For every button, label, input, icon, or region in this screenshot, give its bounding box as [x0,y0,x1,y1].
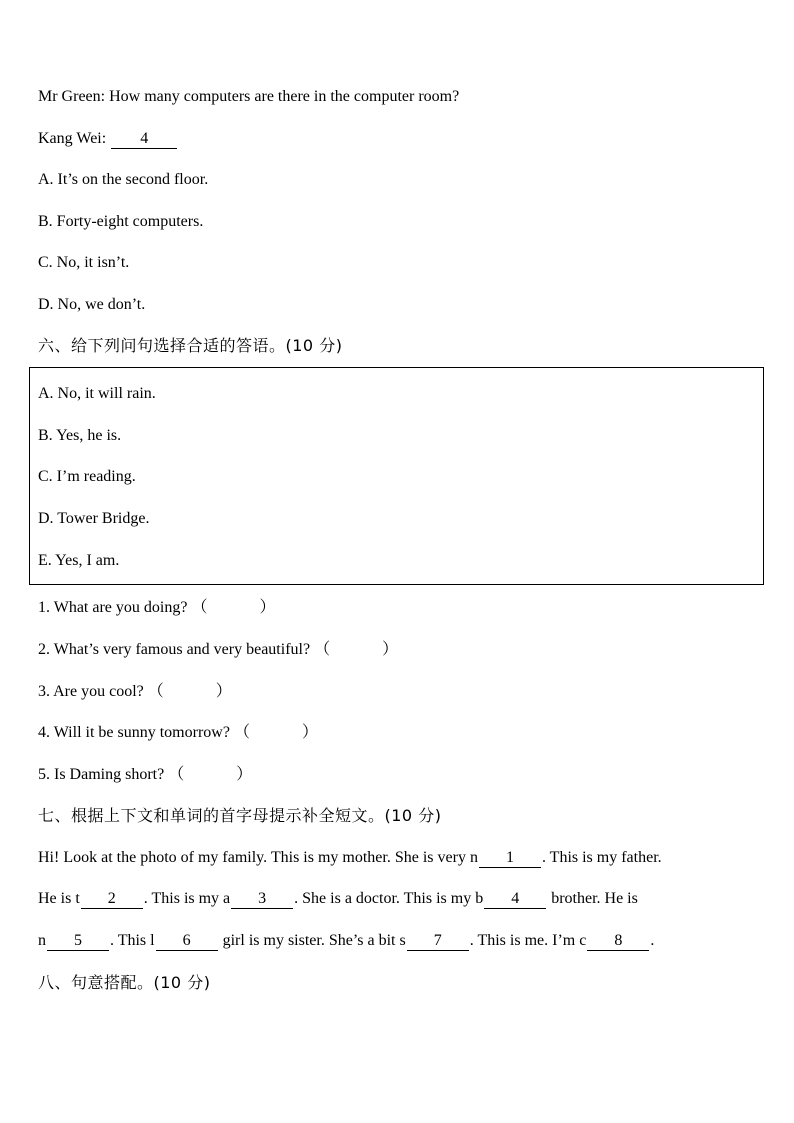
question-1 [38,598,275,618]
option-b: B. Forty-eight computers. [38,213,204,230]
passage-blank-5[interactable]: 5 [47,932,109,951]
box-option-c: C. I’m reading. [38,468,136,485]
option-a: A. It’s on the second floor. [38,171,209,188]
passage-text: brother. He is [547,890,638,907]
box-option-e: E. Yes, I am. [38,552,120,569]
passage-text: . [650,932,655,949]
question-2-text: 2. What’s very famous and very beautiful? [38,641,311,658]
passage-text: . She is a doctor. This is my b [294,890,484,907]
passage-blank-6[interactable]: 6 [156,932,218,951]
passage-line-3 [38,931,654,951]
answer-paren-2[interactable]: （ ） [314,641,399,658]
passage-text: . This is me. I’m c [469,932,587,949]
passage-text: n [38,932,46,949]
passage-text: . This is my father. [541,849,662,866]
dialogue-kang-wei [38,129,178,149]
passage-text: He is t [38,890,80,907]
section6-heading: 六、给下列问句选择合适的答语。(10 分) [38,336,343,355]
kang-wei-label: Kang Wei: [38,130,111,147]
answer-paren-5[interactable]: （ ） [168,766,253,783]
question-5 [38,765,252,785]
question-3-text: 3. Are you cool? [38,683,144,700]
question-3 [38,682,232,702]
question-5-text: 5. Is Daming short? [38,766,165,783]
passage-blank-2[interactable]: 2 [81,890,143,909]
passage-text: . This is my a [143,890,231,907]
option-c: C. No, it isn’t. [38,254,130,271]
box-option-b: B. Yes, he is. [38,427,122,444]
passage-blank-1[interactable]: 1 [479,849,541,868]
answer-paren-3[interactable]: （ ） [147,683,232,700]
passage-text: girl is my sister. She’s a bit s [218,932,406,949]
section7-heading: 七、根据上下文和单词的首字母提示补全短文。(10 分) [38,806,442,825]
section8-heading: 八、句意搭配。(10 分) [38,973,211,992]
answer-paren-1[interactable]: （ ） [191,599,276,616]
question-4-text: 4. Will it be sunny tomorrow? [38,724,230,741]
passage-text: . This l [110,932,155,949]
question-1-text: 1. What are you doing? [38,599,188,616]
option-d: D. No, we don’t. [38,296,146,313]
passage-blank-3[interactable]: 3 [231,890,293,909]
passage-text: Hi! Look at the photo of my family. This is my mother. She is very n [38,849,478,866]
box-option-d: D. Tower Bridge. [38,510,150,527]
passage-blank-4[interactable]: 4 [484,890,546,909]
question-2 [38,640,398,660]
question-4 [38,723,318,743]
passage-line-1 [38,848,662,868]
box-option-a: A. No, it will rain. [38,385,156,402]
answer-blank-4[interactable]: 4 [111,130,177,149]
passage-blank-8[interactable]: 8 [587,932,649,951]
answer-paren-4[interactable]: （ ） [233,724,318,741]
passage-line-2 [38,889,638,909]
dialogue-mr-green: Mr Green: How many computers are there in the computer room? [38,88,460,105]
passage-blank-7[interactable]: 7 [407,932,469,951]
